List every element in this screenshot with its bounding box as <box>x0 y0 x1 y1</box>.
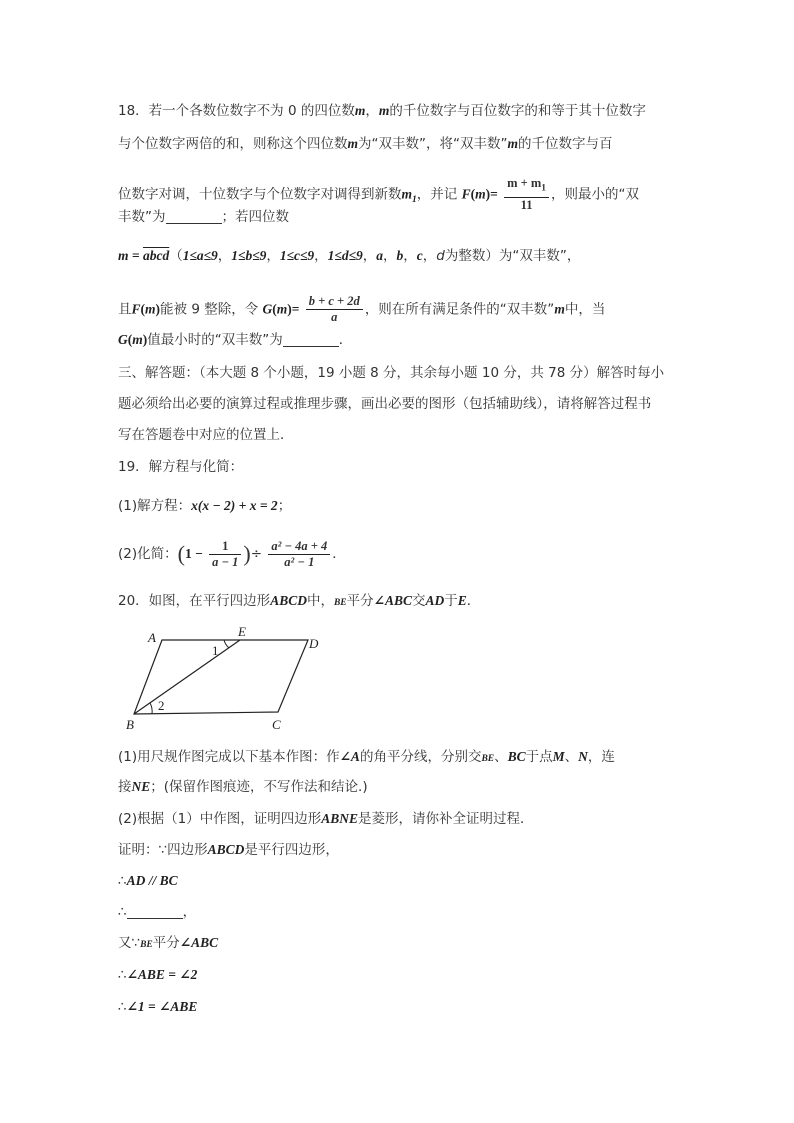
q18-line-3: 位数字对调，十位数字与个位数字对调得到新数$m_1$，并记 F(m)= $\frac{m + m_1}{11}$ ，则最小的“双 <box>118 176 640 212</box>
answer-blank-2[interactable] <box>283 332 339 347</box>
label-E: E <box>238 624 246 639</box>
answer-blank-3[interactable] <box>127 904 183 919</box>
label-angle-2: 2 <box>158 698 165 713</box>
proof-line-6: ∴∠1 = ∠ABE <box>118 999 198 1015</box>
proof-line-2: ∴AD // BC <box>118 873 178 889</box>
q20-part-1-line-2: 接NE；(保留作图痕迹，不写作法和结论.) <box>118 779 368 795</box>
section-3-line-3: 写在答题卷中对应的位置上． <box>118 427 294 443</box>
q18-line-2: 与个位数字两倍的和，则称这个四位数m为“双丰数”，将“双丰数”m的千位数字与百 <box>118 136 613 152</box>
section-3-line-1: 三、解答题：（本大题 8 个小题，19 小题 8 分，其余每小题 10 分，共 78 分）解答时每小 <box>118 365 665 381</box>
frac-1-over-a-minus-1: $\frac{1}{a - 1}$ <box>209 539 241 570</box>
proof-line-5: ∴∠ABE = ∠2 <box>118 967 198 983</box>
proof-line-4: 又∵BE平分∠ABC <box>118 935 219 951</box>
q19-part-1: (1)解方程：x(x − 2) + x = 2； <box>118 498 292 514</box>
q18-line-6: 且F(m)能被 9 整除，令 G(m)= $\frac{b + c + 2d}{a}$ ，则在所有满足条件的“双丰数”m中，当 <box>118 294 606 324</box>
proof-line-1: 证明：∵四边形ABCD是平行四边形， <box>118 842 339 858</box>
label-D: D <box>309 636 319 651</box>
q20-stem: 20．如图，在平行四边形ABCD中，BE平分∠ABC交AD于E． <box>118 593 481 609</box>
frac-quadratic: $\frac{\text{a² − 4a + 4}}{\text{a² − 1}}$ <box>268 539 330 570</box>
q18-line-4: 丰数”为 ；若四位数 <box>118 209 289 225</box>
q18-line-5: m = abcd（1≤a≤9，1≤b≤9，1≤c≤9，1≤d≤9，a，b，c，d为整数）为“双丰数”， <box>118 248 581 264</box>
answer-blank-1[interactable] <box>166 209 222 224</box>
parallelogram-figure <box>120 622 330 738</box>
proof-line-3: ∴ ， <box>118 904 197 920</box>
angle-1-arc <box>224 640 229 648</box>
q20-part-1-line-1: (1)用尺规作图完成以下基本作图：作∠A的角平分线，分别交BE、BC于点M、N，连 <box>118 749 615 765</box>
segment-be <box>134 640 240 714</box>
q18-line-7: G(m)值最小时的“双丰数”为 ． <box>118 332 353 348</box>
label-C: C <box>272 717 281 732</box>
label-B: B <box>126 717 134 732</box>
q19-part-2: (2)化简：(1 − $\frac{1}{a - 1}$ )÷ $\frac{\text{a² − 4a + 4}}{\text{a² − 1}}$ ． <box>118 538 346 569</box>
angle-2-arc <box>150 703 152 714</box>
label-angle-1: 1 <box>212 643 219 658</box>
q19-title: 19．解方程与化简： <box>118 459 244 475</box>
q20-part-2: (2)根据（1）中作图，证明四边形ABNE是菱形，请你补全证明过程． <box>118 811 534 827</box>
q18-line-1: 18．若一个各数位数字不为 0 的四位数m，m的千位数字与百位数字的和等于其十位数字 <box>118 103 646 119</box>
frac-G: $\frac{b + c + 2d}{a}$ <box>306 294 363 325</box>
section-3-line-2: 题必须给出必要的演算过程或推理步骤，画出必要的图形（包括辅助线），请将解答过程书 <box>118 396 652 412</box>
frac-F: $\frac{m + m_1}{11}$ <box>504 176 549 213</box>
label-A: A <box>148 630 156 645</box>
